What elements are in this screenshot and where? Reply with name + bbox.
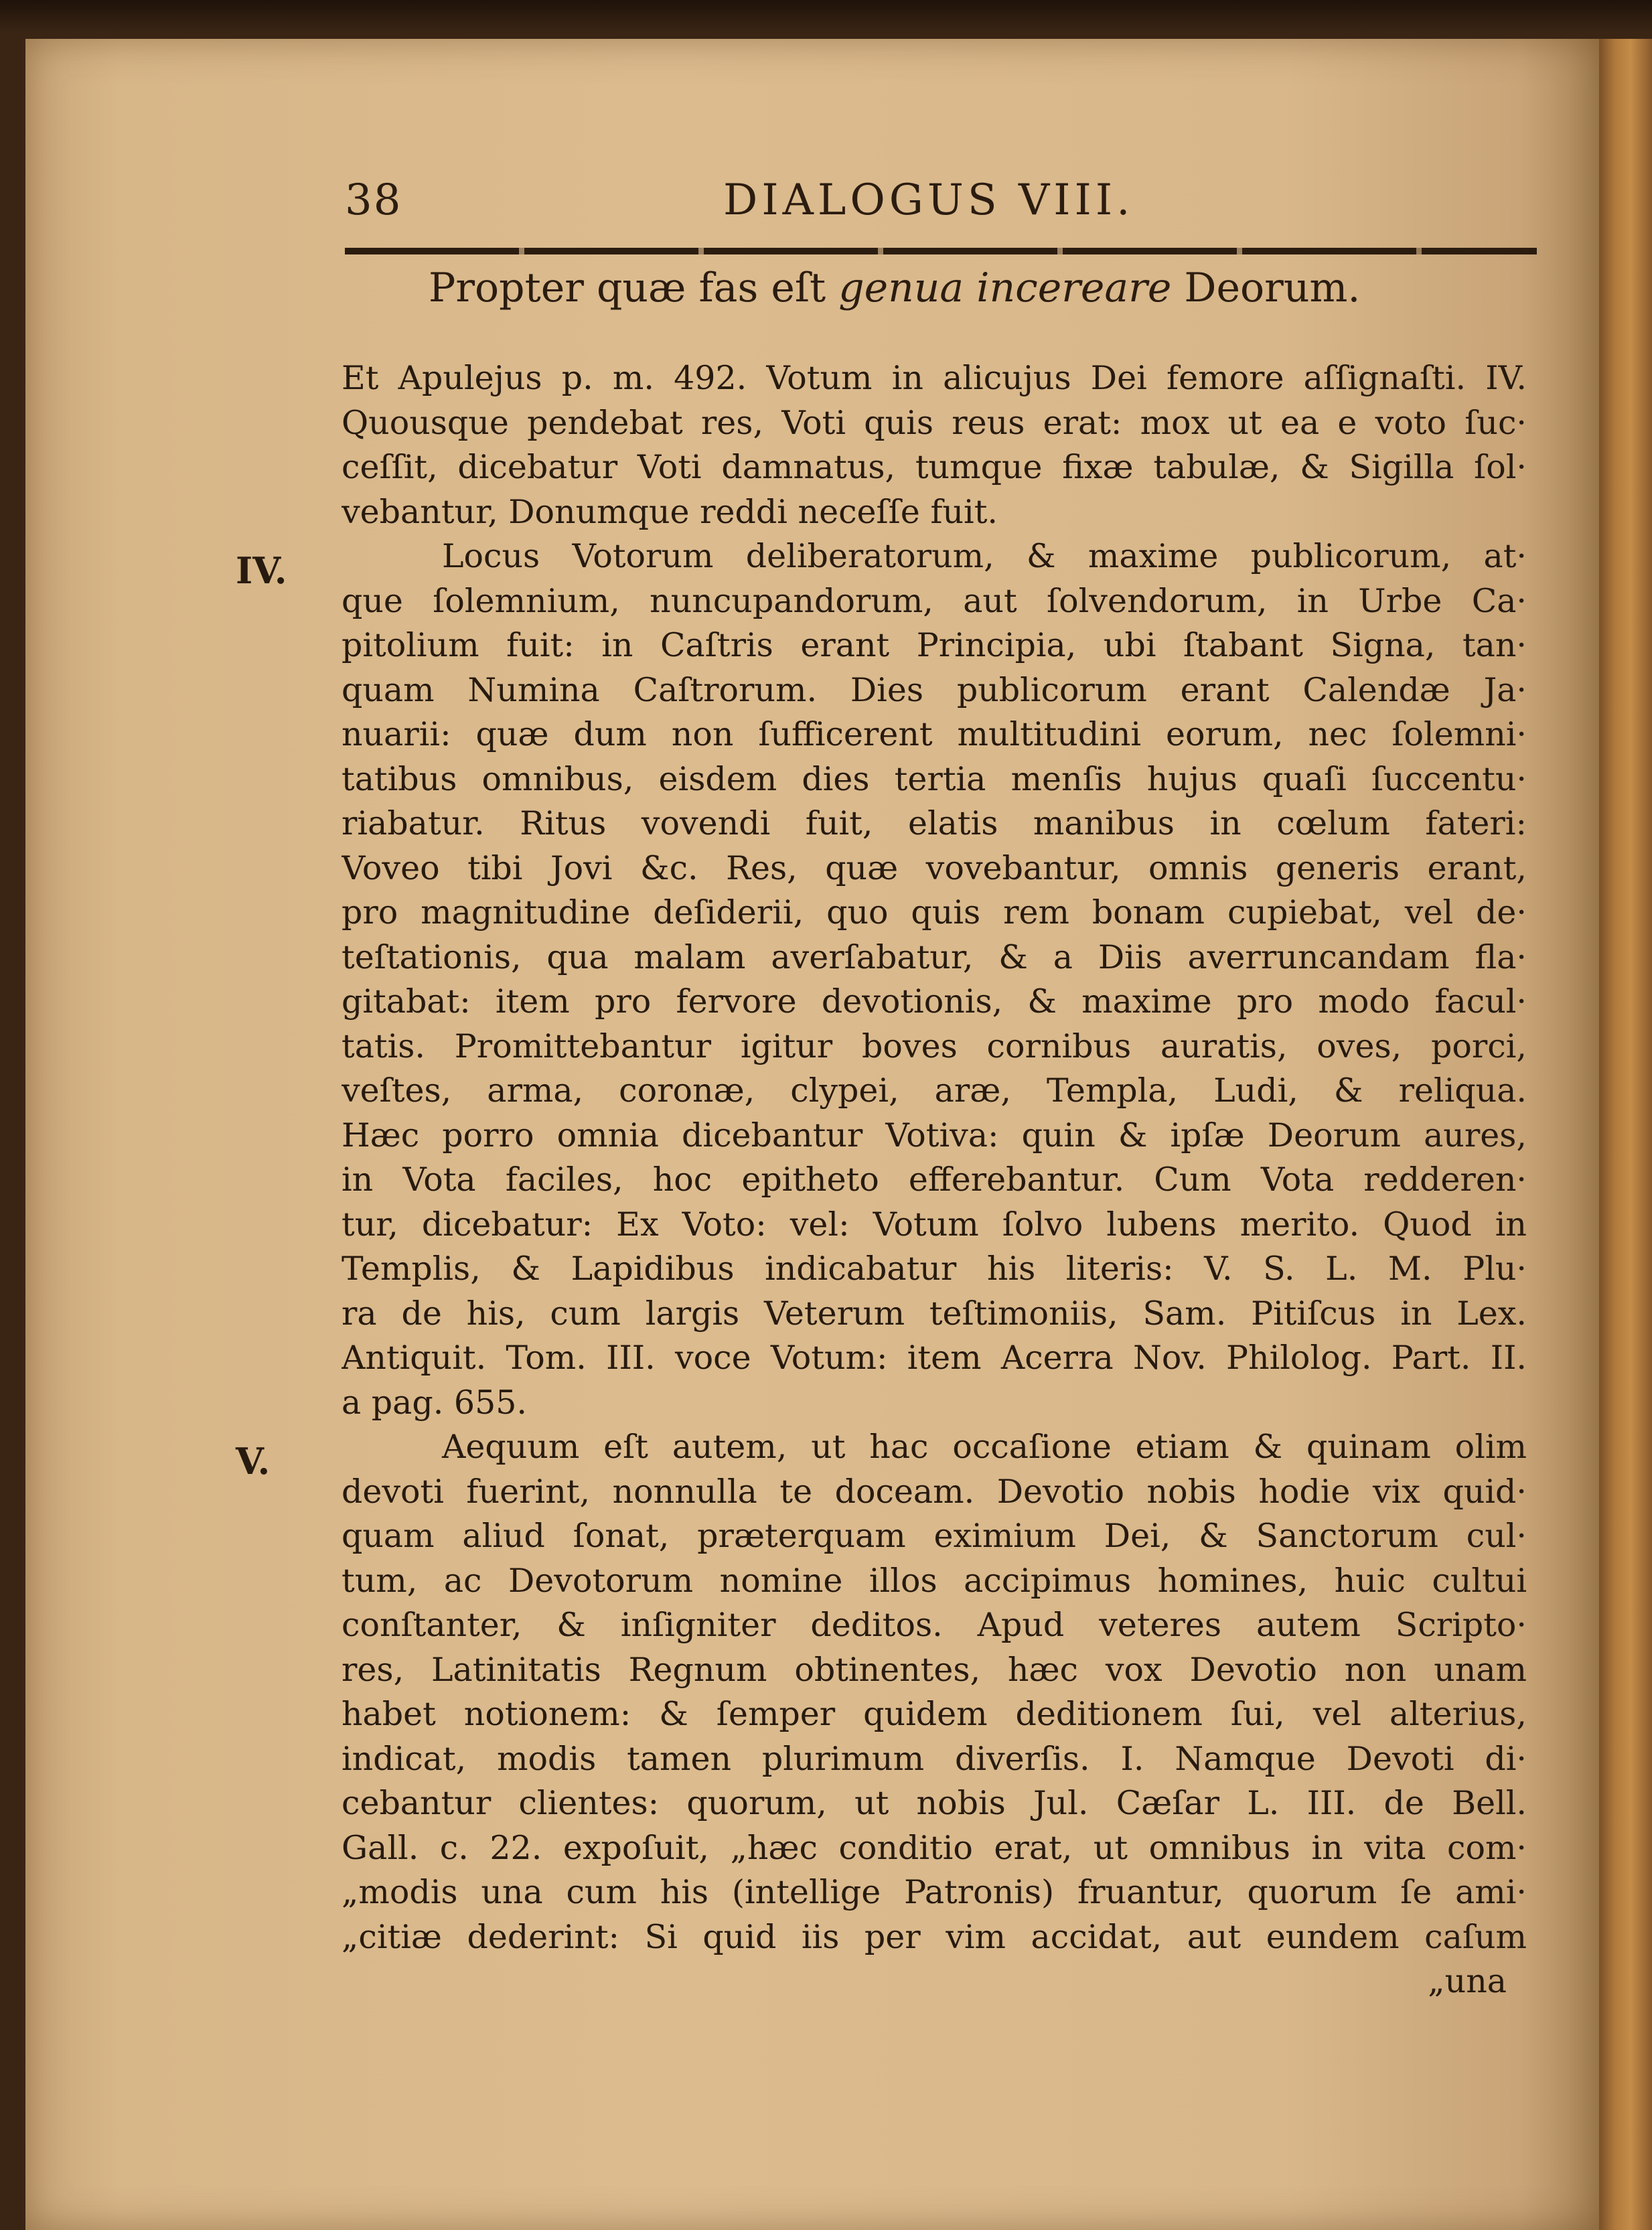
page-number: 38 [345,175,402,225]
text-line: pro magnitudine deſiderii, quo quis rem bonam cupiebat, vel de· [342,893,1527,932]
motto-text-before: Propter quæ fas eſt [429,265,839,311]
motto-text-after: Deorum. [1171,265,1361,311]
text-line: Voveo tibi Jovi &c. Res, quæ vovebantur, omnis generis erant, [342,848,1527,887]
text-line: Quousque pendebat res, Voti quis reus erat: mox ut ea e voto ſuc· [342,403,1527,442]
header-rule [345,248,1537,254]
text-line: indicat, modis tamen plurimum diverſis. I. Namque Devoti di· [342,1739,1527,1778]
text-line: res, Latinitatis Regnum obtinentes, hæc vox Devotio non unam [342,1650,1527,1689]
page-edge [1599,39,1652,2230]
text-line: veſtes, arma, coronæ, clypei, aræ, Templa, Ludi, & reliqua. [342,1071,1527,1110]
page-header [345,175,1530,256]
text-line: in Vota faciles, hoc epitheto efferebantur. Cum Vota redderen· [342,1161,1527,1199]
text-line: tur, dicebatur: Ex Voto: vel: Votum ſolvo lubens merito. Quod in [342,1205,1527,1244]
text-line: „modis una cum his (intellige Patronis) fruantur, quorum ſe ami· [342,1873,1527,1911]
text-line: Hæc porro omnia dicebantur Votiva: quin & ipſæ Deorum aures, [342,1116,1527,1155]
text-line: Aequum eſt autem, ut hac occaſione etiam & quinam olim [442,1428,1527,1466]
text-line: teſtationis, qua malam averſabatur, & a Diis averruncandam fla· [342,938,1527,976]
text-line: ra de his, cum largis Veterum teſtimoniis, Sam. Pitiſcus in Lex. [342,1294,1527,1333]
text-line: cebantur clientes: quorum, ut nobis Jul. Cæſar L. III. de Bell. [342,1784,1527,1822]
text-line: quam Numina Caſtrorum. Dies publicorum erant Calendæ Ja· [342,670,1527,709]
body-text [342,356,1527,2004]
text-line: a pag. 655. [342,1383,527,1422]
margin-number-iv: IV. [236,549,287,592]
text-line: pitolium fuit: in Caſtris erant Principia, ubi ſtabant Signa, tan· [342,626,1527,664]
running-title: DIALOGUS VIII. [723,175,1134,225]
text-line: nuarii: quæ dum non ſufficerent multitudini eorum, nec ſolemni· [342,715,1527,753]
text-line: riabatur. Ritus vovendi fuit, elatis manibus in cœlum fateri: [342,804,1527,842]
text-line: quam aliud ſonat, præterquam eximium Dei, & Sanctorum cul· [342,1517,1527,1555]
text-line: gitabat: item pro fervore devotionis, & maxime pro modo facul· [342,982,1527,1021]
motto-text-italic: genua incereare [838,265,1172,311]
motto-line [429,265,1500,311]
text-line: Templis, & Lapidibus indicabatur his literis: V. S. L. M. Plu· [342,1250,1527,1288]
text-line: vebantur, Donumque reddi neceſſe fuit. [342,492,998,531]
text-line: Antiquit. Tom. III. voce Votum: item Acerra Nov. Philolog. Part. II. [342,1339,1527,1377]
text-line: Et Apulejus p. m. 492. Votum in alicujus Dei femore aſſignaſti. IV. [342,359,1527,397]
text-line: que ſolemnium, nuncupandorum, aut ſolvendorum, in Urbe Ca· [342,581,1527,620]
text-line: „citiæ dederint: Si quid iis per vim accidat, aut eundem caſum [342,1917,1527,1956]
text-line: conſtanter, & inſigniter deditos. Apud veteres autem Scripto· [342,1606,1527,1644]
text-line: Locus Votorum deliberatorum, & maxime publicorum, at· [442,537,1527,575]
text-line: Gall. c. 22. expoſuit, „hæc conditio erat, ut omnibus in vita com· [342,1828,1527,1867]
text-line: ceſſit, dicebatur Voti damnatus, tumque fixæ tabulæ, & Sigilla ſol· [342,448,1527,486]
margin-number-v: V. [236,1440,271,1483]
catchword: „una [1428,1962,1507,2000]
text-line: habet notionem: & ſemper quidem deditionem ſui, vel alterius, [342,1695,1527,1733]
text-line: tatibus omnibus, eisdem dies tertia menſis hujus quaſi ſuccentu· [342,759,1527,798]
text-line: devoti fuerint, nonnulla te doceam. Devotio nobis hodie vix quid· [342,1472,1527,1511]
text-line: tatis. Promittebantur igitur boves cornibus auratis, oves, porci, [342,1027,1527,1065]
text-line: tum, ac Devotorum nomine illos accipimus homines, huic cultui [342,1561,1527,1600]
